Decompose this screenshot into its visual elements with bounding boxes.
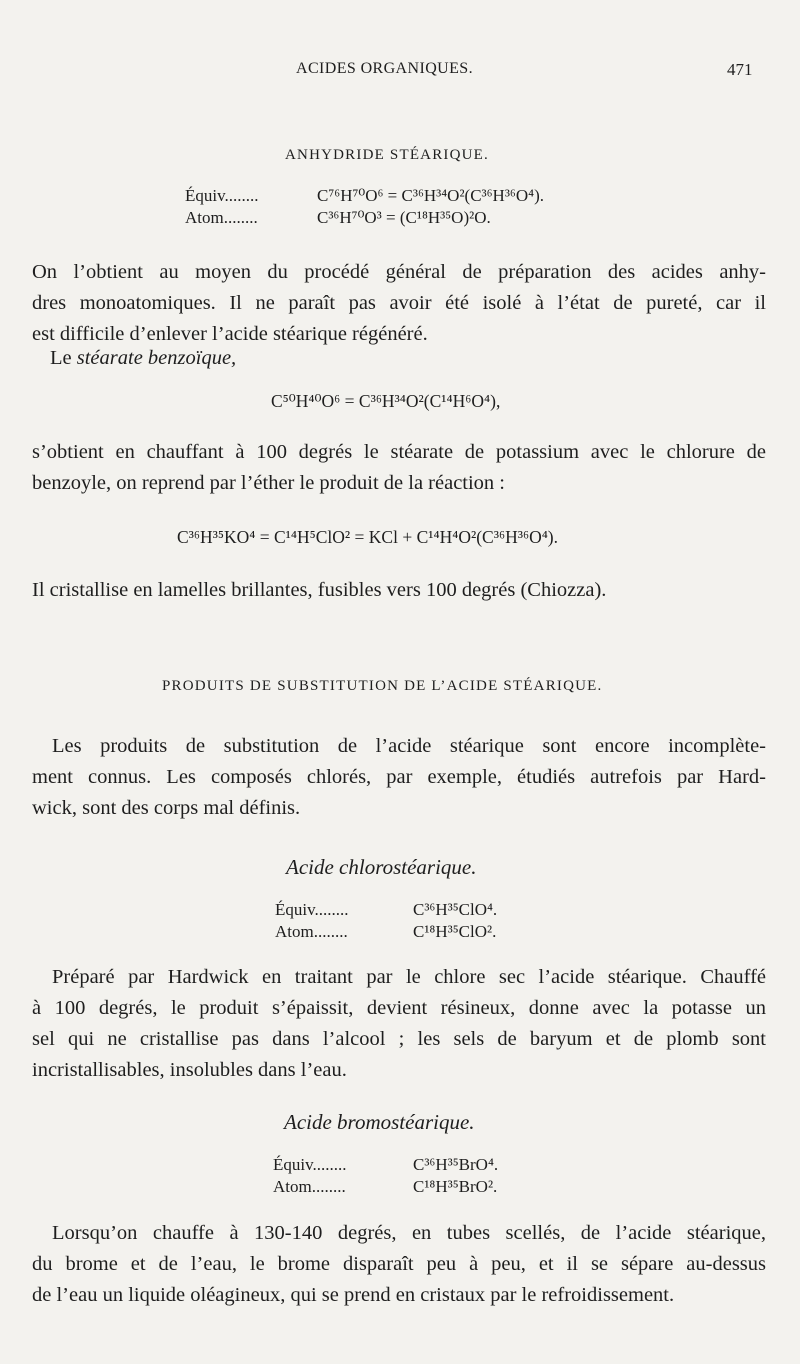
paragraph-line: Lorsqu’on chauffe à 130-140 degrés, en tubes scellés, de l’acide stéarique, (52, 1222, 766, 1244)
reaction-formula: C³⁶H³⁵KO⁴ = C¹⁴H⁵ClO² = KCl + C¹⁴H⁴O²(C³⁶H³⁶O⁴). (177, 527, 559, 547)
atom-label: Atom........ (275, 922, 348, 941)
bromo-atom-row (273, 1177, 497, 1197)
benzoate-intro-line (32, 343, 766, 374)
section-title-anhydride: ANHYDRIDE STÉARIQUE. (285, 147, 489, 163)
bromo-paragraph (32, 1218, 766, 1311)
paragraph-line: sel qui ne cristallise pas dans l’alcool ; les sels de baryum et de plomb sont (32, 1028, 766, 1050)
bromo-equiv-row (273, 1155, 498, 1175)
chloro-paragraph (32, 962, 766, 1086)
paragraph-line: dres monoatomiques. Il ne paraît pas avoir été isolé à l’état de pureté, car il (32, 292, 766, 314)
substitution-paragraph (32, 731, 766, 824)
atom-label: Atom........ (185, 208, 258, 227)
subsection-title-chloro: Acide chlorostéarique. (286, 855, 477, 879)
atom-formula: C³⁶H⁷⁰O³ = (C¹⁸H³⁵O)²O. (317, 208, 491, 227)
benzoate-paragraph (32, 437, 766, 499)
anhydride-atom-row (185, 208, 491, 228)
chloro-equiv-row (275, 900, 497, 920)
anhydride-paragraph (32, 257, 766, 350)
atom-label: Atom........ (273, 1177, 346, 1196)
paragraph-line: Les produits de substitution de l’acide stéarique sont encore incomplète- (52, 735, 766, 757)
paragraph-line: est difficile d’enlever l’acide stéarique régénéré. (32, 323, 428, 345)
paragraph-line: s’obtient en chauffant à 100 degrés le stéarate de potassium avec le chlorure de (32, 441, 766, 463)
chloro-atom-row (275, 922, 496, 942)
paragraph-line: de l’eau un liquide oléagineux, qui se prend en cristaux par le refroidissement. (32, 1284, 675, 1306)
page-header (0, 60, 800, 86)
equiv-label: Équiv........ (273, 1155, 347, 1174)
paragraph-line: Il cristallise en lamelles brillantes, fusibles vers 100 degrés (Chiozza). (32, 579, 607, 601)
benzoate-intro (32, 343, 766, 374)
paragraph-line: incristallisables, insolubles dans l’eau. (32, 1059, 347, 1081)
paragraph-line: du brome et de l’eau, le brome disparaît peu à peu, et il se sépare au-dessus (32, 1253, 766, 1275)
equiv-formula: C³⁶H³⁵BrO⁴. (413, 1155, 499, 1174)
benzoate-formula: C⁵⁰H⁴⁰O⁶ = C³⁶H³⁴O²(C¹⁴H⁶O⁴), (271, 391, 501, 411)
paragraph-line: wick, sont des corps mal définis. (32, 797, 301, 819)
subsection-title-bromo: Acide bromostéarique. (284, 1110, 475, 1134)
equiv-label: Équiv........ (275, 900, 349, 919)
benzoate-intro-prefix: Le (50, 347, 77, 369)
benzoate-term: stéarate benzoïque, (76, 347, 237, 369)
paragraph-line: Préparé par Hardwick en traitant par le chlore sec l’acide stéarique. Chauffé (52, 966, 766, 988)
paragraph-line: On l’obtient au moyen du procédé général de préparation des acides anhy- (32, 261, 766, 283)
atom-formula: C¹⁸H³⁵ClO². (413, 922, 497, 941)
crystal-paragraph (32, 575, 766, 606)
equiv-formula: C⁷⁶H⁷⁰O⁶ = C³⁶H³⁴O²(C³⁶H³⁶O⁴). (317, 186, 544, 205)
paragraph-line: ment connus. Les composés chlorés, par exemple, étudiés autrefois par Hard- (32, 766, 766, 788)
page-number: 471 (727, 60, 753, 79)
anhydride-equiv-row (185, 186, 544, 206)
paragraph-line: à 100 degrés, le produit s’épaissit, devient résineux, donne avec la potasse un (32, 997, 766, 1019)
equiv-formula: C³⁶H³⁵ClO⁴. (413, 900, 498, 919)
section-title-substitution: PRODUITS DE SUBSTITUTION DE L’ACIDE STÉARIQUE. (162, 678, 603, 694)
running-title: ACIDES ORGANIQUES. (296, 60, 473, 77)
equiv-label: Équiv........ (185, 186, 259, 205)
paragraph-line: benzoyle, on reprend par l’éther le produit de la réaction : (32, 472, 506, 494)
atom-formula: C¹⁸H³⁵BrO². (413, 1177, 498, 1196)
